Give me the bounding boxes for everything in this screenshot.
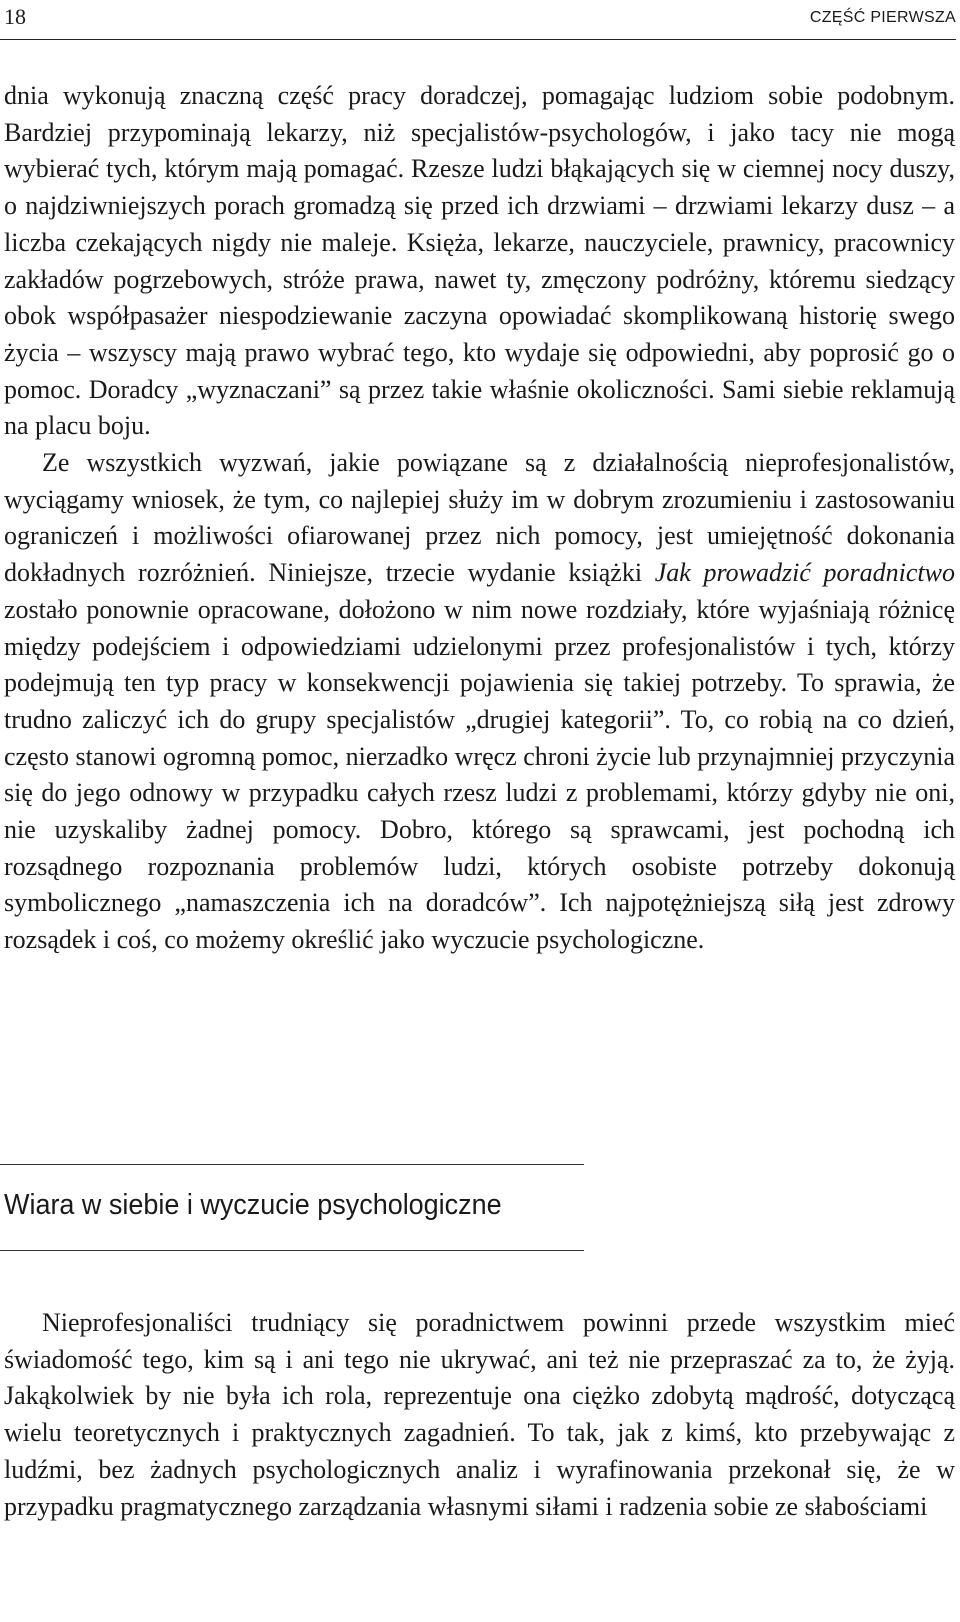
section-body-text — [4, 1305, 955, 1525]
paragraph: Nieprofesjonaliści trudniący się poradnictwem powinni przede wszystkim mieć świadomość tego, kim są i ani tego nie ukrywać, ani też nie przepraszać za to, że żyją. Jakąkolwiek by nie była ich rola, reprezentuje ona ciężko zdobytą mądrość, dotyczącą wielu teoretycznych i praktycznych zagadnień. To tak, jak z kimś, kto przebywając z ludźmi, bez żadnych psychologicznych analiz i wyrafinowania przekonał się, że w przypadku pragmatycznego zarządzania własnymi siłami i radzenia sobie ze słabościami — [4, 1308, 955, 1521]
book-title: Jak prowadzić poradnictwo — [654, 558, 956, 588]
running-head: CZĘŚĆ PIERWSZA — [809, 9, 956, 26]
section-rule-top — [0, 1164, 584, 1165]
page-number: 18 — [4, 4, 26, 29]
paragraph-text: Ze wszystkich wyzwań, jakie powiązane są z działalnością nieprofesjonalistów, wyciągamy wniosek, że tym, co najlepiej służy im w dobrym zrozumieniu i zastosowaniu ograniczeń i możliwości ofiarowanej przez nich pomocy, jest umiejętność dokonania dokładnych rozróżnień. Niniejsze, trzecie wydanie książki — [4, 448, 955, 588]
section-rule-bottom — [0, 1250, 584, 1251]
header-rule — [0, 39, 956, 40]
section-title: Wiara w siebie i wyczucie psychologiczne — [4, 1189, 502, 1221]
paragraph-text: zostało ponownie opracowane, dołożono w nim nowe rozdziały, które wyjaśniają różnicę między podejściem i odpowiedziami udzielonymi przez profesjonalistów i tych, którzy podejmują ten typ pracy w konsekwencji pojawienia się takiej potrzeby. To sprawia, że trudno zaliczyć ich do grupy specjalistów „drugiej kategorii”. To, co robią na co dzień, często stanowi ogromną pomoc, nierzadko wręcz chroni życie lub przynajmniej przyczynia się do jego odnowy w przypadku całych rzesz ludzi z problemami, którzy gdyby nie oni, nie uzyskaliby żadnej pomocy. Dobro, którego są sprawcami, jest pochodną ich rozsądnego rozpoznania problemów ludzi, których osobiste potrzeby dokonują symbolicznego „namaszczenia ich na doradców”. Ich najpotężniejszą siłą jest zdrowy rozsądek i coś, co możemy określić jako wyczucie psychologiczne. — [4, 594, 955, 955]
body-text — [4, 78, 955, 959]
paragraph: dnia wykonują znaczną część pracy doradczej, pomagając ludziom sobie podobnym. Bardziej przypominają lekarzy, niż specjalistów-psychologów, i jako tacy nie mogą wybierać tych, którym mają pomagać. Rzesze ludzi błąkających się w ciemnej nocy duszy, o najdziwniejszych porach gromadzą się przed ich drzwiami – drzwiami lekarzy dusz – a liczba czekających nigdy nie maleje. Księża, lekarze, nauczyciele, prawnicy, pracownicy zakładów pogrzebowych, stróże prawa, nawet ty, zmęczony podróżny, któremu siedzący obok współpasażer niespodziewanie zaczyna opowiadać skomplikowaną historię swego życia – wszyscy mają prawo wybrać tego, kto wydaje się odpowiedni, aby poprosić go o pomoc. Doradcy „wyznaczani” są przez takie właśnie okoliczności. Sami siebie reklamują na placu boju. — [4, 81, 955, 441]
paragraph — [4, 445, 955, 959]
